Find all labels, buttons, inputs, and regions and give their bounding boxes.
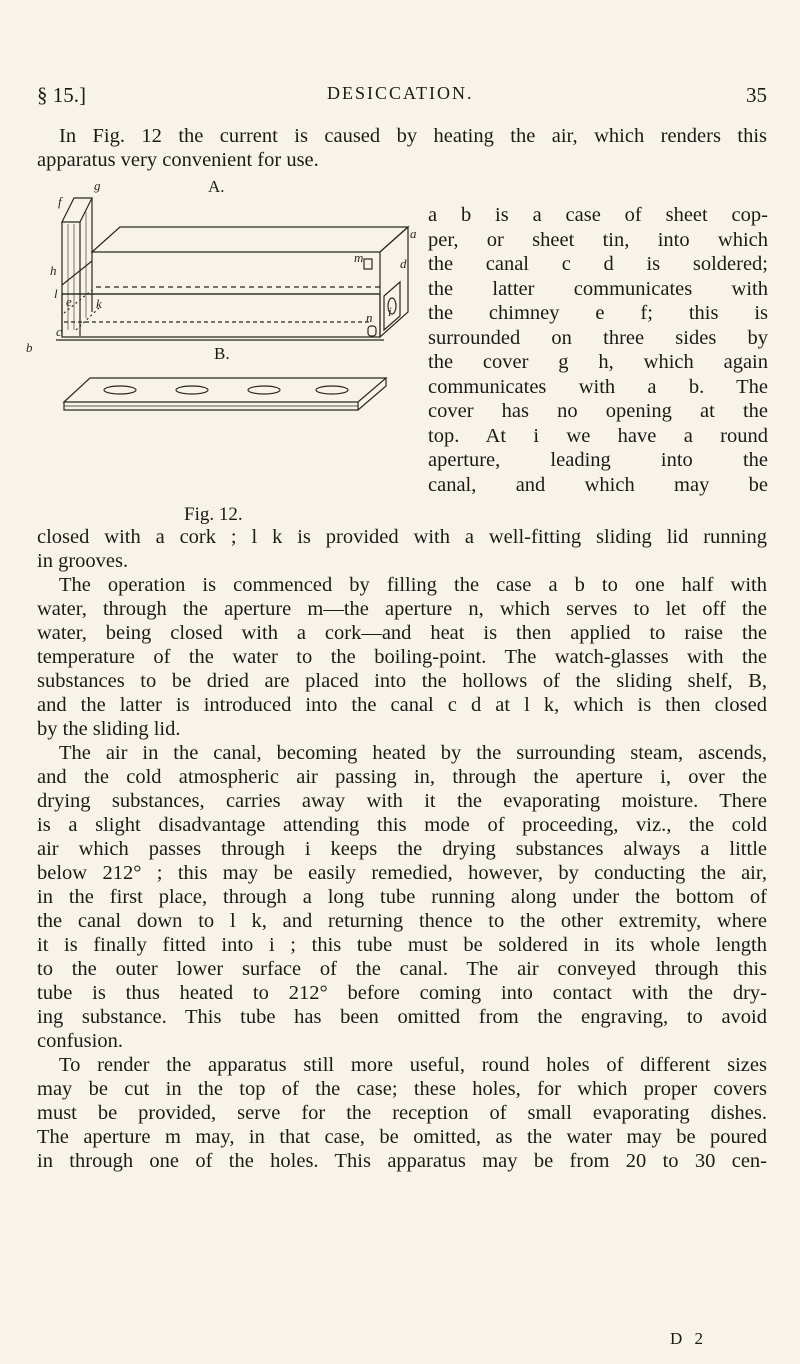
letter-n: n xyxy=(366,310,373,325)
text-line: communicates with a b. The xyxy=(428,375,768,398)
figure-label-a: A. xyxy=(208,177,225,196)
shelf-hollow xyxy=(176,386,208,394)
text-line: below 212° ; this may be easily remedied, however, by conducting the air, xyxy=(37,862,767,884)
text-line: The operation is commenced by filling the case a b to one half with xyxy=(59,574,767,596)
side-paragraph xyxy=(428,203,768,497)
text-line: and the latter is introduced into the canal c d at l k, which is then closed xyxy=(37,694,767,716)
letter-e: e xyxy=(66,294,72,309)
text-line: a b is a case of sheet cop- xyxy=(428,204,768,226)
figure-label-b: B. xyxy=(214,344,230,363)
text-line: apparatus very convenient for use. xyxy=(37,149,319,171)
text-line: surrounded on three sides by xyxy=(428,326,768,349)
chimney-top xyxy=(62,198,92,222)
letter-h: h xyxy=(50,263,57,278)
text-line: aperture, leading into the xyxy=(428,449,768,471)
text-line: To render the apparatus still more useful, round holes of different sizes xyxy=(59,1054,767,1076)
letter-m: m xyxy=(354,250,364,265)
text-line: must be provided, serve for the reception of small evaporating dishes. xyxy=(37,1102,767,1124)
text-line: is a slight disadvantage attending this mode of proceeding, viz., the cold xyxy=(37,814,767,836)
body-text xyxy=(37,525,767,1173)
shelf-hollow xyxy=(316,386,348,394)
letter-k: k xyxy=(96,296,102,311)
case-top xyxy=(92,227,408,252)
text-line: The aperture m may, in that case, be omitted, as the water may be poured xyxy=(37,1126,767,1148)
letter-g: g xyxy=(94,178,101,193)
text-line: by the sliding lid. xyxy=(37,718,181,740)
text-line: water, being closed with a cork—and heat is then applied to raise the xyxy=(37,622,767,644)
chimney-walls xyxy=(62,198,92,336)
text-line: ing substance. This tube has been omitted from the engraving, to avoid xyxy=(37,1006,767,1028)
letter-c: c xyxy=(56,324,62,339)
text-line: temperature of the water to the boiling-point. The watch-glasses with the xyxy=(37,646,767,668)
text-line: drying substances, carries away with it the evaporating moisture. There xyxy=(37,790,767,812)
text-line: in the first place, through a long tube running along under the bottom of xyxy=(37,886,767,908)
section-mark: § 15.] xyxy=(37,83,86,107)
letter-a: a xyxy=(410,226,417,241)
text-line: the latter communicates with xyxy=(428,277,768,300)
text-line: substances to be dried are placed into the hollows of the sliding shelf, B, xyxy=(37,670,767,692)
text-line: water, through the aperture m—the aperture n, which serves to let off the xyxy=(37,598,767,620)
letter-l: l xyxy=(54,286,58,301)
text-line: In Fig. 12 the current is caused by heating the air, which renders this xyxy=(59,125,767,147)
sliding-shelf-top xyxy=(64,378,386,402)
shelf-hollow xyxy=(248,386,280,394)
text-line: cover has no opening at the xyxy=(428,400,768,422)
text-line: top. At i we have a round xyxy=(428,424,768,447)
text-line: may be cut in the top of the case; these holes, for which proper covers xyxy=(37,1078,767,1100)
shelf-hollow xyxy=(104,386,136,394)
figure-caption: Fig. 12. xyxy=(184,504,243,525)
letter-i: i xyxy=(388,304,392,319)
text-line: it is finally fitted into i ; this tube must be soldered in its whole length xyxy=(37,934,767,956)
text-line: air which passes through i keeps the drying substances always a little xyxy=(37,838,767,860)
letter-d: d xyxy=(400,256,407,271)
text-line: and the cold atmospheric air passing in, through the aperture i, over the xyxy=(37,766,767,788)
text-line: the cover g h, which again xyxy=(428,351,768,373)
text-line: the canal down to l k, and returning thence to the other extremity, where xyxy=(37,910,767,932)
text-line: the canal c d is soldered; xyxy=(428,253,768,275)
text-line: tube is thus heated to 212° before coming into contact with the dry- xyxy=(37,982,767,1004)
aperture-n xyxy=(368,326,376,336)
letter-b: b xyxy=(26,340,33,355)
text-line: per, or sheet tin, into which xyxy=(428,228,768,251)
text-line: confusion. xyxy=(37,1030,123,1052)
running-title: DESICCATION. xyxy=(327,83,474,103)
text-line: canal, and which may be xyxy=(428,473,768,496)
text-line: closed with a cork ; l k is provided with a well-fitting sliding lid running xyxy=(37,526,767,548)
text-line: in through one of the holes. This apparatus may be from 20 to 30 cen- xyxy=(37,1150,767,1172)
aperture-m xyxy=(364,259,372,269)
text-line: the chimney e f; this is xyxy=(428,302,768,324)
signature-mark: D 2 xyxy=(670,1329,708,1348)
canal-end-d xyxy=(384,282,400,330)
page-number: 35 xyxy=(746,83,767,107)
chimney-shading xyxy=(68,212,86,330)
text-line: The air in the canal, becoming heated by the surrounding steam, ascends, xyxy=(59,742,767,764)
text-line: to the outer lower surface of the canal. The air conveyed through this xyxy=(37,958,767,980)
text-line: in grooves. xyxy=(37,550,129,572)
letter-f: f xyxy=(58,194,62,209)
case-upper-edge xyxy=(62,261,380,294)
case-front xyxy=(62,294,380,337)
